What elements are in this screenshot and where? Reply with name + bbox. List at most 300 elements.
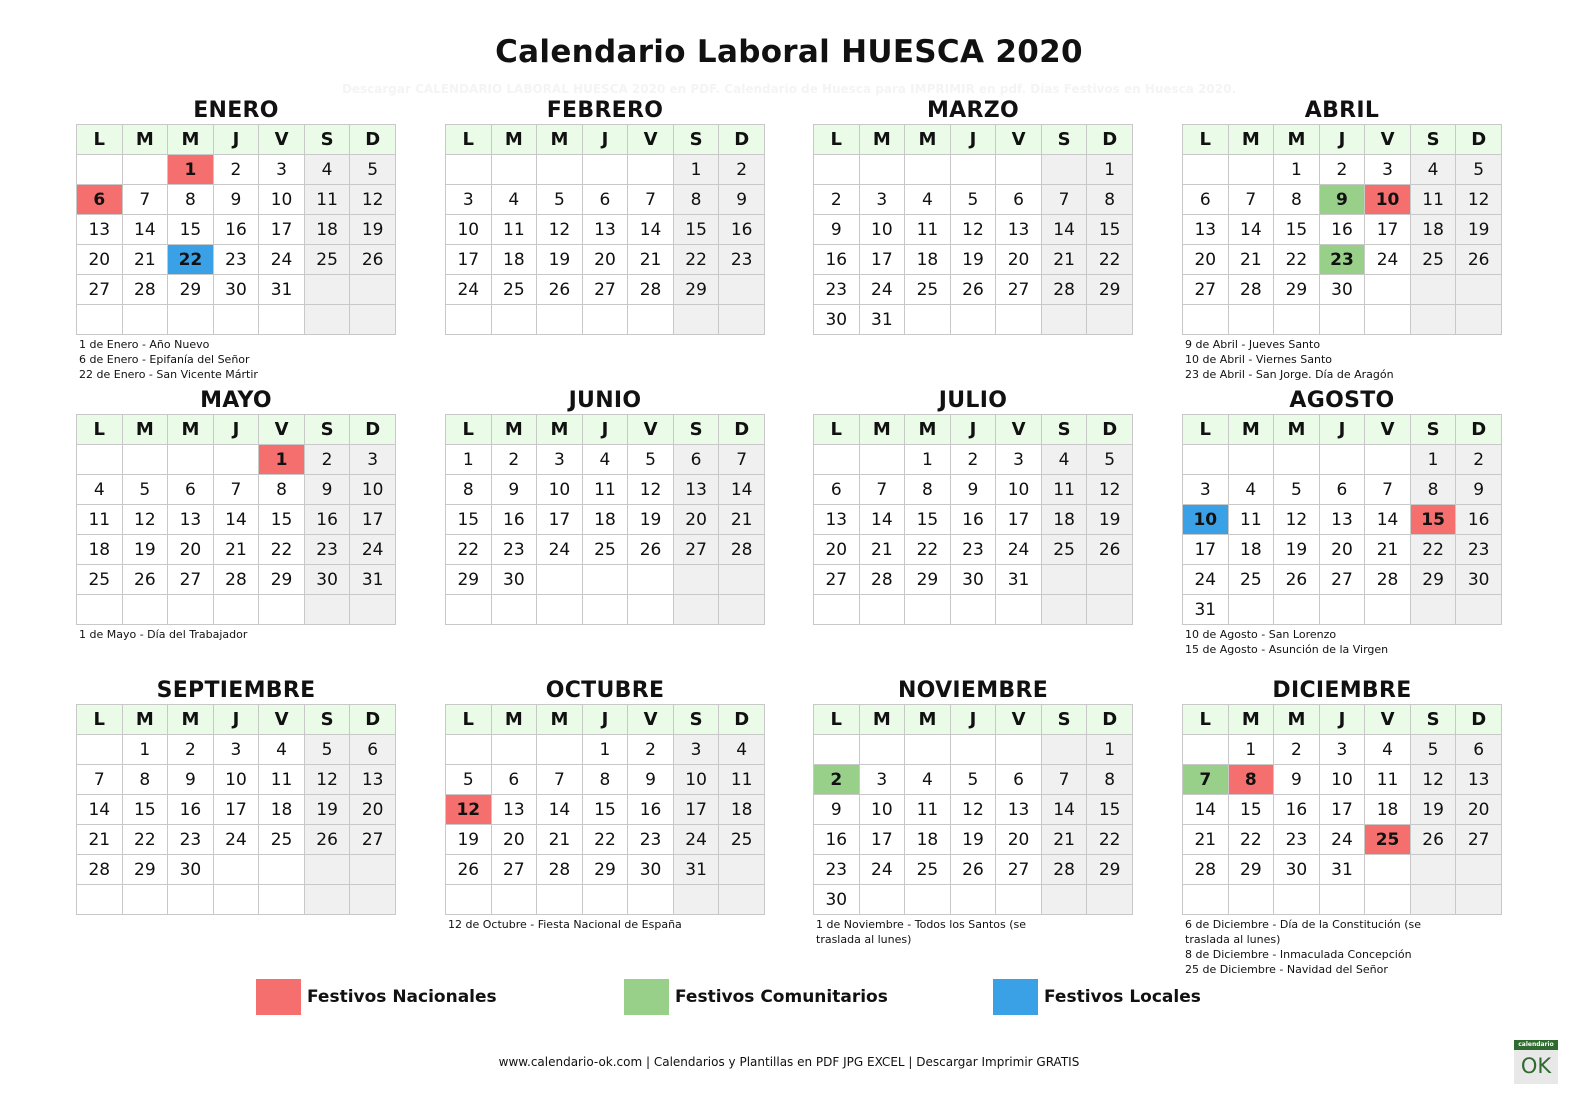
month-marzo [813,97,1133,335]
day-cell [719,855,765,885]
day-cell: 30 [814,885,860,915]
day-cell: 8 [1087,185,1133,215]
day-cell: 7 [77,765,123,795]
day-cell [77,155,123,185]
day-cell: 2 [950,445,996,475]
day-cell [1041,885,1087,915]
day-cell [814,445,860,475]
day-cell: 9 [814,215,860,245]
day-cell: 4 [1228,475,1274,505]
day-cell: 13 [996,215,1042,245]
day-cell: 16 [814,825,860,855]
day-cell: 16 [719,215,765,245]
day-cell: 8 [1087,765,1133,795]
day-cell: 19 [950,825,996,855]
month-table [76,414,396,625]
day-cell: 29 [122,855,168,885]
day-cell: 13 [77,215,123,245]
weekday-header: S [1041,705,1087,735]
day-cell: 2 [1456,445,1502,475]
day-cell: 21 [859,535,905,565]
day-cell [446,155,492,185]
legend-locales [993,979,1201,1015]
day-cell: 9 [719,185,765,215]
month-noviembre [813,677,1133,947]
month-name: FEBRERO [546,98,664,123]
weekday-header: J [950,125,996,155]
day-cell [1274,595,1320,625]
day-cell: 11 [582,475,628,505]
day-cell [350,855,396,885]
day-cell: 25 [905,855,951,885]
day-cell: 24 [673,825,719,855]
day-cell: 26 [446,855,492,885]
day-cell: 25 [491,275,537,305]
day-cell [1228,155,1274,185]
day-cell [1410,595,1456,625]
day-cell [213,595,259,625]
day-cell [582,885,628,915]
day-cell: 17 [859,245,905,275]
day-cell: 21 [1183,825,1229,855]
day-cell: 5 [950,765,996,795]
day-cell: 24 [859,855,905,885]
day-cell [1183,445,1229,475]
day-cell: 21 [1365,535,1411,565]
day-cell: 27 [673,535,719,565]
day-cell: 12 [1410,765,1456,795]
day-cell [673,305,719,335]
day-cell [950,595,996,625]
day-cell: 30 [491,565,537,595]
weekday-header: V [628,705,674,735]
day-cell: 1 [122,735,168,765]
day-cell: 8 [1274,185,1320,215]
weekday-header: S [304,415,350,445]
day-cell: 16 [491,505,537,535]
holiday-notes [76,337,396,382]
day-cell: 15 [1228,795,1274,825]
day-cell [859,155,905,185]
day-cell [950,305,996,335]
holiday-day-cell: 1 [259,445,305,475]
day-cell: 25 [1410,245,1456,275]
holiday-day-cell: 9 [1319,185,1365,215]
weekday-header: J [213,415,259,445]
legend-comunitarios [624,979,888,1015]
month-table [1182,124,1502,335]
day-cell [537,305,583,335]
day-cell: 13 [350,765,396,795]
day-cell: 29 [446,565,492,595]
day-cell: 17 [213,795,259,825]
day-cell: 1 [1410,445,1456,475]
day-cell: 18 [1041,505,1087,535]
day-cell: 16 [1274,795,1320,825]
day-cell: 18 [304,215,350,245]
day-cell: 1 [582,735,628,765]
day-cell [491,735,537,765]
day-cell: 2 [1319,155,1365,185]
holiday-note: 10 de Agosto - San Lorenzo [1185,628,1337,641]
day-cell: 7 [1228,185,1274,215]
day-cell: 26 [950,275,996,305]
holiday-note: 23 de Abril - San Jorge. Día de Aragón [1185,368,1394,381]
legend-label-comunitarios: Festivos Comunitarios [675,987,888,1007]
weekday-header: M [122,125,168,155]
page-title: Calendario Laboral HUESCA 2020 [495,34,1083,70]
day-cell: 8 [446,475,492,505]
holiday-note: 22 de Enero - San Vicente Mártir [79,368,258,381]
day-cell: 18 [77,535,123,565]
day-cell [1365,275,1411,305]
holiday-day-cell: 15 [1410,505,1456,535]
weekday-header: M [168,415,214,445]
day-cell: 24 [446,275,492,305]
day-cell [1041,155,1087,185]
day-cell [122,155,168,185]
weekday-header: V [259,125,305,155]
weekday-header: S [1041,125,1087,155]
day-cell: 3 [1365,155,1411,185]
day-cell: 7 [1041,185,1087,215]
day-cell: 21 [213,535,259,565]
day-cell: 27 [996,855,1042,885]
day-cell: 11 [259,765,305,795]
weekday-header: L [77,415,123,445]
day-cell: 23 [628,825,674,855]
day-cell: 21 [1041,825,1087,855]
weekday-header: L [77,125,123,155]
day-cell: 2 [213,155,259,185]
day-cell [1365,855,1411,885]
day-cell: 3 [1183,475,1229,505]
day-cell: 13 [582,215,628,245]
weekday-header: J [950,415,996,445]
month-table [813,414,1133,625]
day-cell [122,595,168,625]
month-name: MAYO [200,388,272,413]
weekday-header: M [168,125,214,155]
day-cell [673,595,719,625]
day-cell [491,155,537,185]
day-cell [213,885,259,915]
day-cell: 23 [950,535,996,565]
day-cell: 20 [814,535,860,565]
weekday-header: S [304,705,350,735]
day-cell [1228,445,1274,475]
day-cell: 19 [1274,535,1320,565]
day-cell: 29 [905,565,951,595]
day-cell: 4 [77,475,123,505]
footer-text: www.calendario-ok.com | Calendarios y Plantillas en PDF JPG EXCEL | Descargar Imprimir GRATIS [498,1055,1080,1069]
day-cell [1087,305,1133,335]
page-subtitle: Descargar CALENDARIO LABORAL HUESCA 2020 en PDF. Calendario de Huesca para IMPRIMIR en pdf. Días Festivos en Huesca 2020. [341,82,1237,96]
day-cell: 14 [1041,795,1087,825]
day-cell: 8 [168,185,214,215]
holiday-day-cell: 8 [1228,765,1274,795]
day-cell: 29 [1410,565,1456,595]
legend-label-locales: Festivos Locales [1044,987,1201,1007]
day-cell [719,565,765,595]
day-cell [1274,305,1320,335]
day-cell: 24 [350,535,396,565]
day-cell: 10 [859,795,905,825]
day-cell: 10 [446,215,492,245]
weekday-header: L [814,705,860,735]
day-cell: 11 [1041,475,1087,505]
day-cell [996,735,1042,765]
weekday-header: M [491,705,537,735]
day-cell: 18 [905,825,951,855]
day-cell: 19 [122,535,168,565]
day-cell [168,305,214,335]
holiday-day-cell: 7 [1183,765,1229,795]
day-cell: 19 [1087,505,1133,535]
weekday-header: L [446,415,492,445]
day-cell: 20 [168,535,214,565]
day-cell: 21 [719,505,765,535]
day-cell [304,275,350,305]
day-cell: 22 [1274,245,1320,275]
day-cell [1410,275,1456,305]
day-cell: 26 [950,855,996,885]
day-cell: 7 [628,185,674,215]
day-cell [350,275,396,305]
weekday-header: M [859,415,905,445]
day-cell [996,885,1042,915]
holiday-day-cell: 10 [1183,505,1229,535]
day-cell [77,735,123,765]
weekday-header: M [859,705,905,735]
day-cell: 12 [628,475,674,505]
month-table [445,124,765,335]
day-cell [122,885,168,915]
day-cell: 11 [1410,185,1456,215]
holiday-day-cell: 22 [168,245,214,275]
day-cell [213,445,259,475]
day-cell [1319,445,1365,475]
day-cell: 2 [719,155,765,185]
day-cell [304,885,350,915]
weekday-header: L [814,125,860,155]
day-cell: 29 [582,855,628,885]
day-cell: 24 [213,825,259,855]
day-cell: 4 [304,155,350,185]
weekday-header: V [628,415,674,445]
day-cell: 15 [582,795,628,825]
day-cell: 11 [1228,505,1274,535]
day-cell: 13 [996,795,1042,825]
weekday-header: S [673,415,719,445]
day-cell: 12 [950,795,996,825]
day-cell: 23 [213,245,259,275]
day-cell: 16 [628,795,674,825]
day-cell: 23 [304,535,350,565]
day-cell [1410,855,1456,885]
day-cell: 23 [719,245,765,275]
day-cell: 22 [259,535,305,565]
day-cell [996,595,1042,625]
day-cell: 18 [582,505,628,535]
day-cell: 19 [1410,795,1456,825]
day-cell: 9 [304,475,350,505]
day-cell: 9 [213,185,259,215]
day-cell: 22 [1087,825,1133,855]
weekday-header: V [1365,705,1411,735]
day-cell: 25 [1228,565,1274,595]
weekday-header: S [1410,705,1456,735]
day-cell: 30 [168,855,214,885]
day-cell: 12 [122,505,168,535]
holiday-note: 10 de Abril - Viernes Santo [1185,353,1332,366]
day-cell: 10 [350,475,396,505]
weekday-header: M [537,705,583,735]
day-cell: 6 [1456,735,1502,765]
day-cell: 18 [1365,795,1411,825]
day-cell: 11 [491,215,537,245]
day-cell [1228,885,1274,915]
day-cell: 25 [77,565,123,595]
holiday-day-cell: 6 [77,185,123,215]
holiday-notes [1182,917,1502,977]
day-cell [77,305,123,335]
weekday-header: S [673,125,719,155]
day-cell: 18 [1228,535,1274,565]
legend-label-nacionales: Festivos Nacionales [307,987,497,1007]
day-cell: 20 [996,245,1042,275]
day-cell [1183,885,1229,915]
day-cell: 30 [1319,275,1365,305]
weekday-header: D [350,125,396,155]
day-cell: 6 [168,475,214,505]
day-cell: 6 [996,185,1042,215]
day-cell: 6 [673,445,719,475]
day-cell: 14 [628,215,674,245]
weekday-header: L [814,415,860,445]
day-cell: 31 [259,275,305,305]
day-cell: 23 [814,855,860,885]
day-cell: 28 [1183,855,1229,885]
holiday-note: 1 de Enero - Año Nuevo [79,338,210,351]
day-cell: 11 [719,765,765,795]
day-cell: 1 [673,155,719,185]
day-cell: 4 [719,735,765,765]
weekday-header: M [905,125,951,155]
day-cell: 8 [582,765,628,795]
weekday-header: V [628,125,674,155]
month-table [76,704,396,915]
day-cell [446,595,492,625]
day-cell: 3 [859,185,905,215]
day-cell: 10 [859,215,905,245]
holiday-notes [76,627,396,642]
day-cell [1274,885,1320,915]
month-name: JUNIO [568,388,642,413]
day-cell: 12 [1274,505,1320,535]
day-cell: 26 [1087,535,1133,565]
day-cell: 24 [259,245,305,275]
day-cell: 16 [213,215,259,245]
holiday-notes [445,917,765,932]
day-cell: 31 [996,565,1042,595]
day-cell: 26 [350,245,396,275]
day-cell: 20 [1456,795,1502,825]
day-cell: 20 [350,795,396,825]
day-cell [1041,735,1087,765]
day-cell: 25 [905,275,951,305]
day-cell: 11 [77,505,123,535]
day-cell [122,445,168,475]
day-cell: 7 [719,445,765,475]
day-cell: 24 [996,535,1042,565]
day-cell: 16 [1456,505,1502,535]
day-cell: 6 [1319,475,1365,505]
day-cell: 16 [168,795,214,825]
month-enero [76,97,396,382]
day-cell: 17 [1183,535,1229,565]
day-cell [582,565,628,595]
weekday-header: D [719,705,765,735]
day-cell: 5 [1087,445,1133,475]
day-cell [491,305,537,335]
day-cell [1456,305,1502,335]
day-cell: 17 [996,505,1042,535]
day-cell: 28 [1365,565,1411,595]
weekday-header: M [1274,125,1320,155]
day-cell: 2 [628,735,674,765]
weekday-header: V [996,705,1042,735]
weekday-header: J [582,705,628,735]
logo[interactable] [1514,1040,1558,1084]
day-cell [168,885,214,915]
day-cell: 6 [814,475,860,505]
day-cell: 4 [905,185,951,215]
month-table [1182,414,1502,625]
day-cell [168,445,214,475]
day-cell: 8 [122,765,168,795]
day-cell: 17 [446,245,492,275]
day-cell: 1 [446,445,492,475]
day-cell: 27 [77,275,123,305]
day-cell [1319,885,1365,915]
day-cell: 14 [1183,795,1229,825]
day-cell: 13 [168,505,214,535]
day-cell: 16 [304,505,350,535]
day-cell: 4 [1041,445,1087,475]
day-cell [1410,305,1456,335]
day-cell [168,595,214,625]
month-julio [813,387,1133,625]
weekday-header: D [719,125,765,155]
day-cell [1228,595,1274,625]
weekday-header: M [1228,415,1274,445]
day-cell: 14 [719,475,765,505]
day-cell: 2 [1274,735,1320,765]
day-cell: 23 [168,825,214,855]
day-cell: 22 [1228,825,1274,855]
day-cell: 23 [1456,535,1502,565]
day-cell: 3 [259,155,305,185]
day-cell: 5 [1410,735,1456,765]
day-cell [628,305,674,335]
day-cell: 10 [537,475,583,505]
day-cell [719,275,765,305]
day-cell: 30 [213,275,259,305]
day-cell: 16 [950,505,996,535]
holiday-day-cell: 2 [814,765,860,795]
day-cell [537,565,583,595]
